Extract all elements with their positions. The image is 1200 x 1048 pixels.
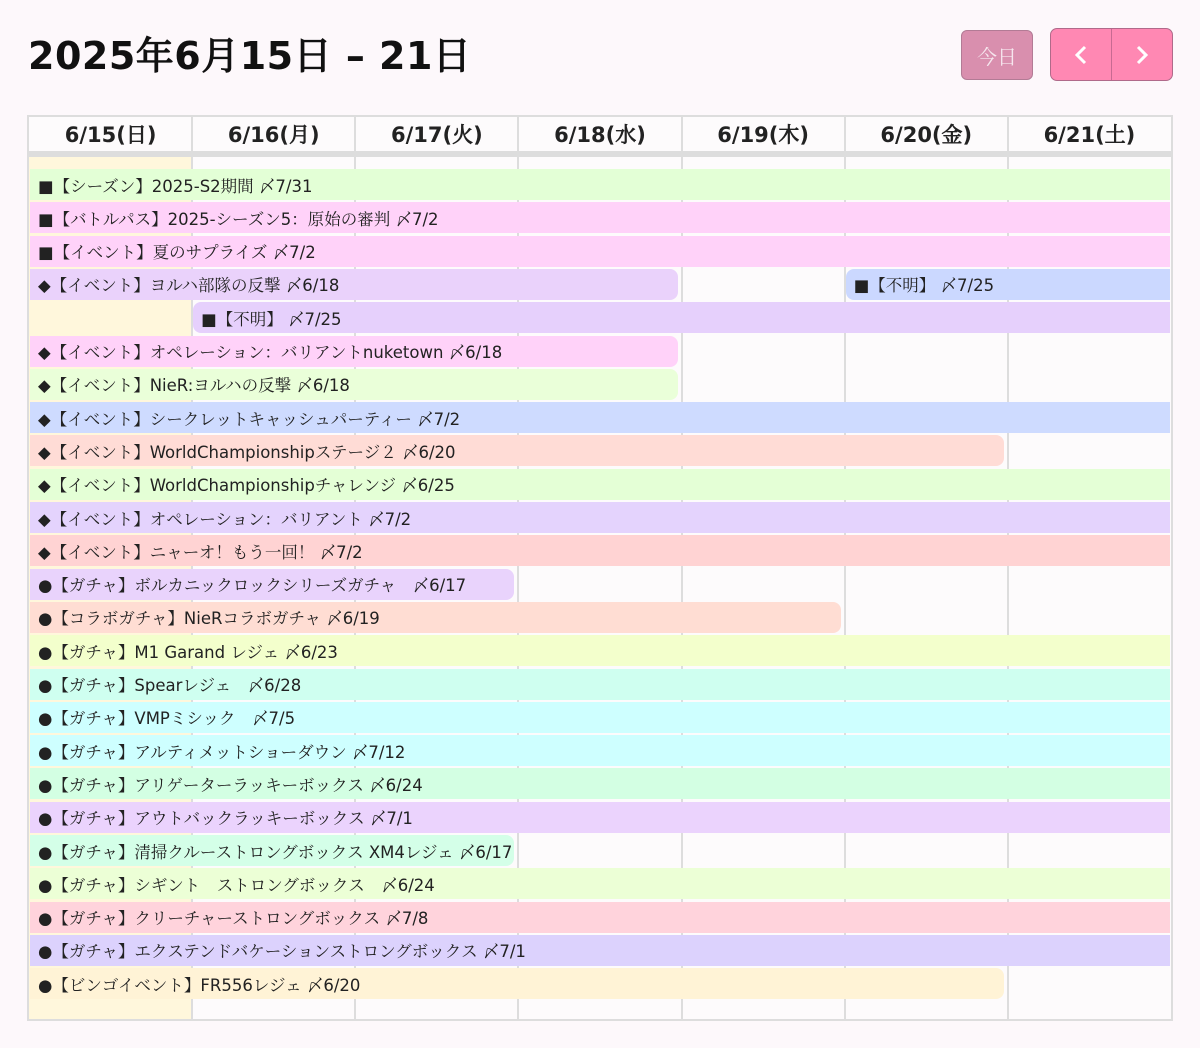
event-label: ●【ガチャ】クリーチャーストロングボックス 〆7/8 bbox=[38, 909, 429, 929]
event-label: ◆【イベント】ヨルハ部隊の反撃 〆6/18 bbox=[38, 276, 340, 296]
day-header: 6/19(木) bbox=[682, 117, 845, 153]
event-label: ●【ガチャ】清掃クルーストロングボックス XM4レジェ 〆6/17 bbox=[38, 842, 513, 862]
event-label: ■【不明】 〆7/25 bbox=[853, 276, 995, 296]
event-bar[interactable] bbox=[30, 369, 678, 400]
event-bar[interactable] bbox=[30, 802, 1170, 833]
event-label: ●【ガチャ】アウトバックラッキーボックス 〆7/1 bbox=[38, 809, 413, 829]
event-bar[interactable] bbox=[30, 669, 1170, 700]
day-header: 6/17(火) bbox=[355, 117, 518, 153]
event-bar[interactable] bbox=[30, 868, 1170, 899]
event-bar[interactable] bbox=[30, 902, 1170, 933]
event-label: ◆【イベント】オペレーション：バリアントnuketown 〆6/18 bbox=[38, 343, 503, 362]
week-calendar bbox=[27, 115, 1173, 1021]
event-bar[interactable] bbox=[30, 569, 514, 600]
event-bar[interactable] bbox=[30, 269, 678, 300]
day-header: 6/18(水) bbox=[518, 117, 681, 153]
chevron-left-icon bbox=[1072, 44, 1090, 66]
event-bar[interactable] bbox=[30, 336, 678, 367]
event-bar[interactable] bbox=[30, 435, 1004, 466]
event-label: ●【ガチャ】M1 Garand レジェ 〆6/23 bbox=[38, 642, 338, 662]
day-header: 6/20(金) bbox=[845, 117, 1008, 153]
event-bar[interactable] bbox=[30, 502, 1170, 533]
day-header: 6/15(日) bbox=[29, 117, 192, 153]
chevron-right-icon bbox=[1133, 44, 1151, 66]
event-label: ●【ガチャ】Spearレジェ 〆6/28 bbox=[38, 676, 302, 695]
event-bar[interactable] bbox=[30, 768, 1170, 799]
event-bar[interactable] bbox=[30, 635, 1170, 666]
day-header: 6/21(土) bbox=[1008, 117, 1171, 153]
event-bar[interactable] bbox=[30, 602, 841, 633]
today-button[interactable]: 今日 bbox=[961, 30, 1033, 80]
event-label: ◆【イベント】WorldChampionshipステージ２ 〆6/20 bbox=[38, 442, 456, 462]
event-label: ◆【イベント】NieR:ヨルハの反撃 〆6/18 bbox=[38, 376, 350, 396]
event-label: ●【ガチャ】アルティメットショーダウン 〆7/12 bbox=[38, 742, 406, 762]
event-label: ■【不明】 〆7/25 bbox=[201, 309, 342, 329]
event-bar[interactable] bbox=[30, 169, 1170, 200]
event-bar[interactable] bbox=[30, 935, 1170, 966]
event-label: ◆【イベント】オペレーション：バリアント 〆7/2 bbox=[38, 509, 412, 529]
event-bar[interactable] bbox=[193, 302, 1170, 333]
event-label: ◆【イベント】WorldChampionshipチャレンジ 〆6/25 bbox=[38, 476, 455, 496]
next-week-button[interactable] bbox=[1111, 29, 1172, 80]
week-navigation bbox=[1050, 28, 1173, 81]
event-label: ●【ガチャ】シギント ストロングボックス 〆6/24 bbox=[38, 875, 435, 895]
page-title: 2025年6月15日 – 21日 bbox=[28, 34, 472, 78]
event-label: ●【ガチャ】エクステンドバケーションストロングボックス 〆7/1 bbox=[38, 942, 526, 962]
prev-week-button[interactable] bbox=[1051, 29, 1111, 80]
event-bar[interactable] bbox=[30, 202, 1170, 233]
event-label: ●【ガチャ】ボルカニックロックシリーズガチャ 〆6/17 bbox=[38, 576, 467, 596]
event-bar[interactable] bbox=[30, 535, 1170, 566]
day-header: 6/16(月) bbox=[192, 117, 355, 153]
event-bar[interactable] bbox=[30, 735, 1170, 766]
event-bar[interactable] bbox=[846, 269, 1170, 300]
event-bar[interactable] bbox=[30, 968, 1004, 999]
header-divider bbox=[29, 153, 1171, 157]
event-label: ■【シーズン】2025-S2期間 〆7/31 bbox=[38, 176, 313, 196]
event-bar[interactable] bbox=[30, 469, 1170, 500]
event-bar[interactable] bbox=[30, 236, 1170, 267]
event-bar[interactable] bbox=[30, 835, 514, 866]
event-label: ●【コラボガチャ】NieRコラボガチャ 〆6/19 bbox=[38, 609, 380, 629]
event-label: ●【ガチャ】VMPミシック 〆7/5 bbox=[38, 709, 296, 729]
event-label: ●【ガチャ】アリゲーターラッキーボックス 〆6/24 bbox=[38, 775, 423, 795]
event-label: ●【ビンゴイベント】FR556レジェ 〆6/20 bbox=[38, 975, 361, 995]
event-label: ◆【イベント】ニャーオ！もう一回！ 〆7/2 bbox=[38, 542, 363, 562]
event-label: ■【イベント】夏のサプライズ 〆7/2 bbox=[38, 243, 316, 263]
event-bar[interactable] bbox=[30, 702, 1170, 733]
event-label: ◆【イベント】シークレットキャッシュパーティー 〆7/2 bbox=[38, 409, 461, 429]
event-label: ■【バトルパス】2025-シーズン5：原始の審判 〆7/2 bbox=[38, 209, 439, 229]
event-bar[interactable] bbox=[30, 402, 1170, 433]
